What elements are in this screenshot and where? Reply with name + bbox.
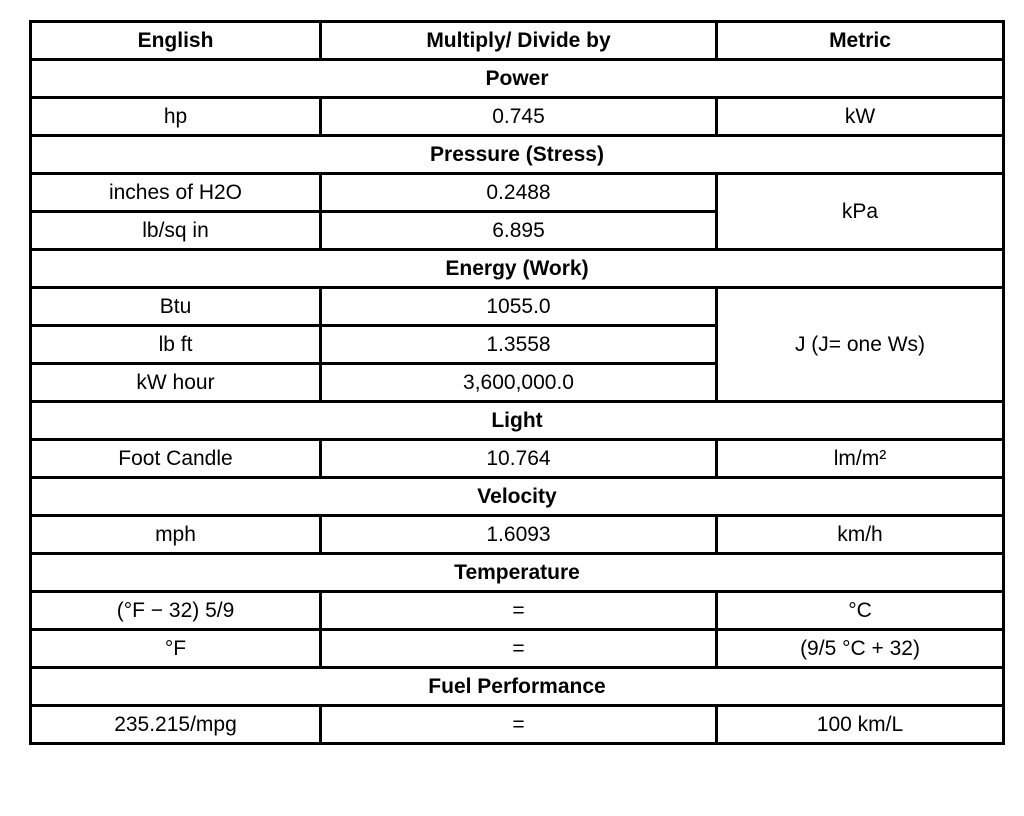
- section-row: [31, 478, 1004, 516]
- header-english: English: [31, 22, 321, 60]
- section-row: [31, 554, 1004, 592]
- metric-cell: 100 km/L: [717, 706, 1004, 744]
- english-cell: Foot Candle: [31, 440, 321, 478]
- english-cell: lb ft: [31, 326, 321, 364]
- section-light: Light: [31, 402, 1004, 440]
- header-metric: Metric: [717, 22, 1004, 60]
- metric-cell: lm/m²: [717, 440, 1004, 478]
- metric-cell: kW: [717, 98, 1004, 136]
- factor-cell: =: [321, 706, 717, 744]
- factor-cell: 6.895: [321, 212, 717, 250]
- english-cell: lb/sq in: [31, 212, 321, 250]
- unit-conversion-table: [29, 20, 1005, 745]
- metric-cell: J (J= one Ws): [717, 288, 1004, 402]
- section-power: Power: [31, 60, 1004, 98]
- section-velocity: Velocity: [31, 478, 1004, 516]
- factor-cell: 1055.0: [321, 288, 717, 326]
- factor-cell: 0.745: [321, 98, 717, 136]
- english-cell: °F: [31, 630, 321, 668]
- english-cell: 235.215/mpg: [31, 706, 321, 744]
- english-cell: Btu: [31, 288, 321, 326]
- factor-cell: =: [321, 592, 717, 630]
- section-temperature: Temperature: [31, 554, 1004, 592]
- metric-cell: km/h: [717, 516, 1004, 554]
- table-row: [31, 592, 1004, 630]
- section-fuel: Fuel Performance: [31, 668, 1004, 706]
- factor-cell: 0.2488: [321, 174, 717, 212]
- header-row: [31, 22, 1004, 60]
- table-row: [31, 516, 1004, 554]
- section-row: [31, 250, 1004, 288]
- english-cell: inches of H2O: [31, 174, 321, 212]
- metric-cell: (9/5 °C + 32): [717, 630, 1004, 668]
- english-cell: mph: [31, 516, 321, 554]
- table-row: [31, 98, 1004, 136]
- factor-cell: =: [321, 630, 717, 668]
- english-cell: hp: [31, 98, 321, 136]
- table-row: [31, 630, 1004, 668]
- section-row: [31, 402, 1004, 440]
- header-factor: Multiply/ Divide by: [321, 22, 717, 60]
- factor-cell: 10.764: [321, 440, 717, 478]
- metric-cell: °C: [717, 592, 1004, 630]
- english-cell: (°F − 32) 5/9: [31, 592, 321, 630]
- section-row: [31, 136, 1004, 174]
- section-row: [31, 60, 1004, 98]
- section-row: [31, 668, 1004, 706]
- factor-cell: 1.3558: [321, 326, 717, 364]
- factor-cell: 1.6093: [321, 516, 717, 554]
- metric-cell: kPa: [717, 174, 1004, 250]
- english-cell: kW hour: [31, 364, 321, 402]
- table-row: [31, 288, 1004, 326]
- factor-cell: 3,600,000.0: [321, 364, 717, 402]
- table-row: [31, 706, 1004, 744]
- table-row: [31, 440, 1004, 478]
- table-row: [31, 174, 1004, 212]
- section-pressure: Pressure (Stress): [31, 136, 1004, 174]
- section-energy: Energy (Work): [31, 250, 1004, 288]
